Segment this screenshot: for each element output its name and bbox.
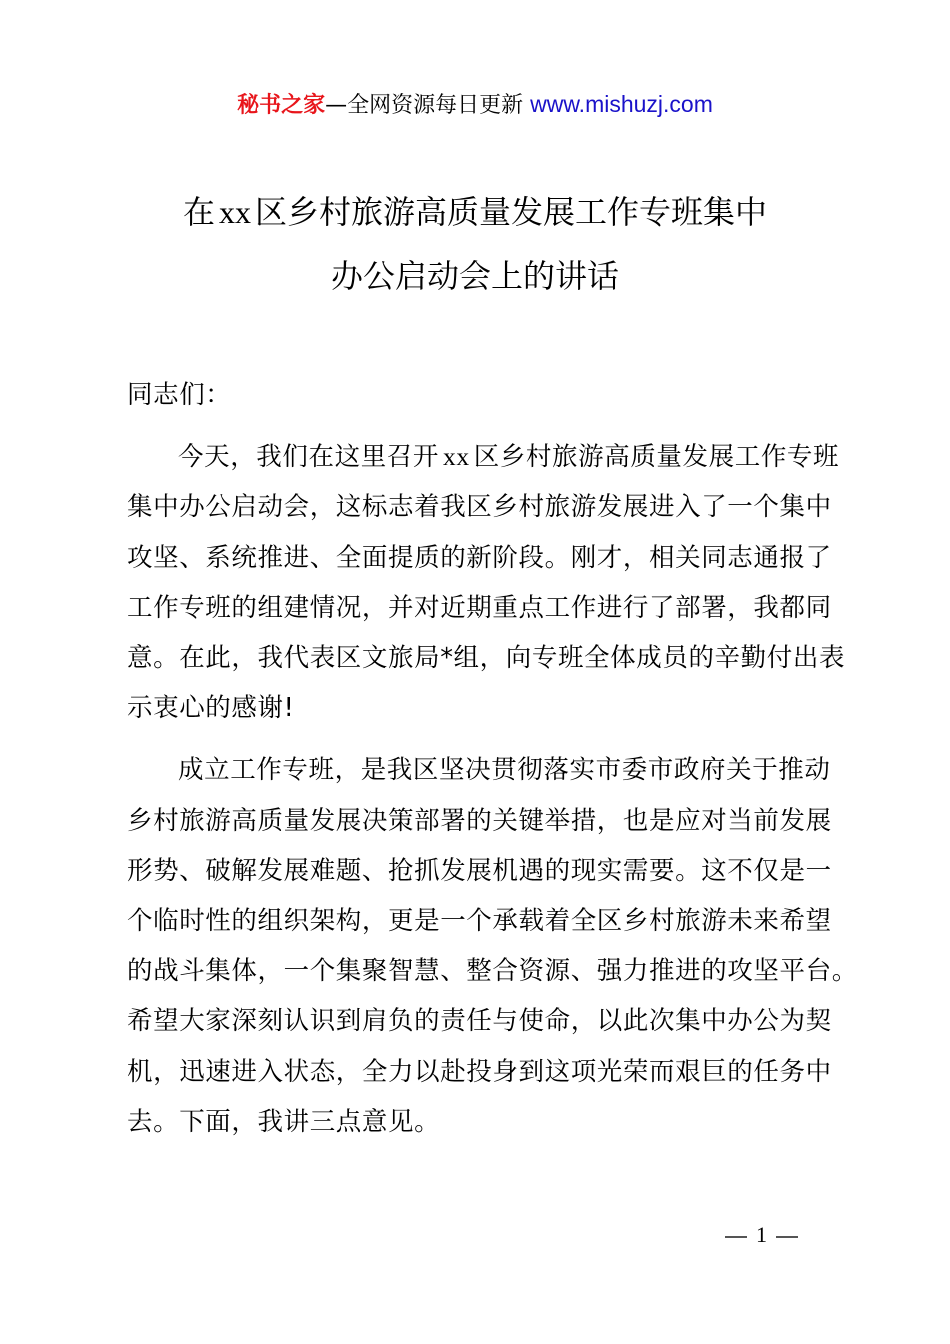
paragraph-line: 个临时性的组织架构，更是一个承载着全区乡村旅游未来希望 [127, 906, 832, 937]
title-line-1 [0, 180, 950, 244]
line-text: 今天，我们在这里召开 [178, 442, 440, 473]
site-header [0, 88, 950, 122]
title-suffix: 区乡村旅游高质量发展工作专班集中 [255, 193, 768, 231]
paragraph-2 [127, 745, 858, 1147]
paragraph-line: 工作专班的组建情况，并对近期重点工作进行了部署，我都同 [127, 592, 832, 623]
paragraph-line: 意。在此，我代表区文旅局*组，向专班全体成员的辛勤付出表 [127, 643, 846, 674]
title-line-2: 办公启动会上的讲话 [330, 257, 619, 295]
page-number [716, 1222, 806, 1248]
paragraph-line: 的战斗集体，一个集聚智慧、整合资源、强力推进的攻坚平台。 [127, 956, 858, 987]
paragraph-line: 成立工作专班，是我区坚决贯彻落实市委市政府关于推动 [178, 755, 831, 786]
title-placeholder-xx: xx [219, 194, 251, 230]
dash-left [725, 1236, 747, 1238]
paragraph-line: 攻坚、系统推进、全面提质的新阶段。刚才，相关同志通报了 [127, 542, 832, 573]
paragraph-line: 乡村旅游高质量发展决策部署的关键举措，也是应对当前发展 [127, 805, 832, 836]
dash-right [776, 1236, 798, 1238]
paragraph-line: 机，迅速进入状态，全力以赴投身到这项光荣而艰巨的任务中 [127, 1056, 832, 1087]
paragraph-line: 示衷心的感谢! [127, 693, 295, 724]
greeting: 同志们： [127, 380, 232, 410]
title-prefix: 在 [182, 193, 215, 231]
document-body [127, 370, 858, 1159]
paragraph-line: 去。下面，我讲三点意见。 [127, 1106, 441, 1137]
paragraph-1 [127, 432, 846, 733]
placeholder-xx: xx [443, 442, 470, 472]
document-title [0, 180, 950, 308]
line-text: 区乡村旅游高质量发展工作专班 [473, 442, 840, 473]
page-number-value: 1 [756, 1222, 767, 1247]
site-url-link[interactable]: www.mishuzj.com [530, 91, 713, 117]
paragraph-line: 希望大家深刻认识到肩负的责任与使命，以此次集中办公为契 [127, 1006, 832, 1037]
paragraph-line [127, 432, 839, 482]
header-slogan: —全网资源每日更新 [325, 93, 524, 118]
paragraph-line: 形势、破解发展难题、抢抓发展机遇的现实需要。这不仅是一 [127, 855, 832, 886]
brand-name: 秘书之家 [237, 93, 326, 118]
paragraph-line: 集中办公启动会，这标志着我区乡村旅游发展进入了一个集中 [127, 492, 832, 523]
